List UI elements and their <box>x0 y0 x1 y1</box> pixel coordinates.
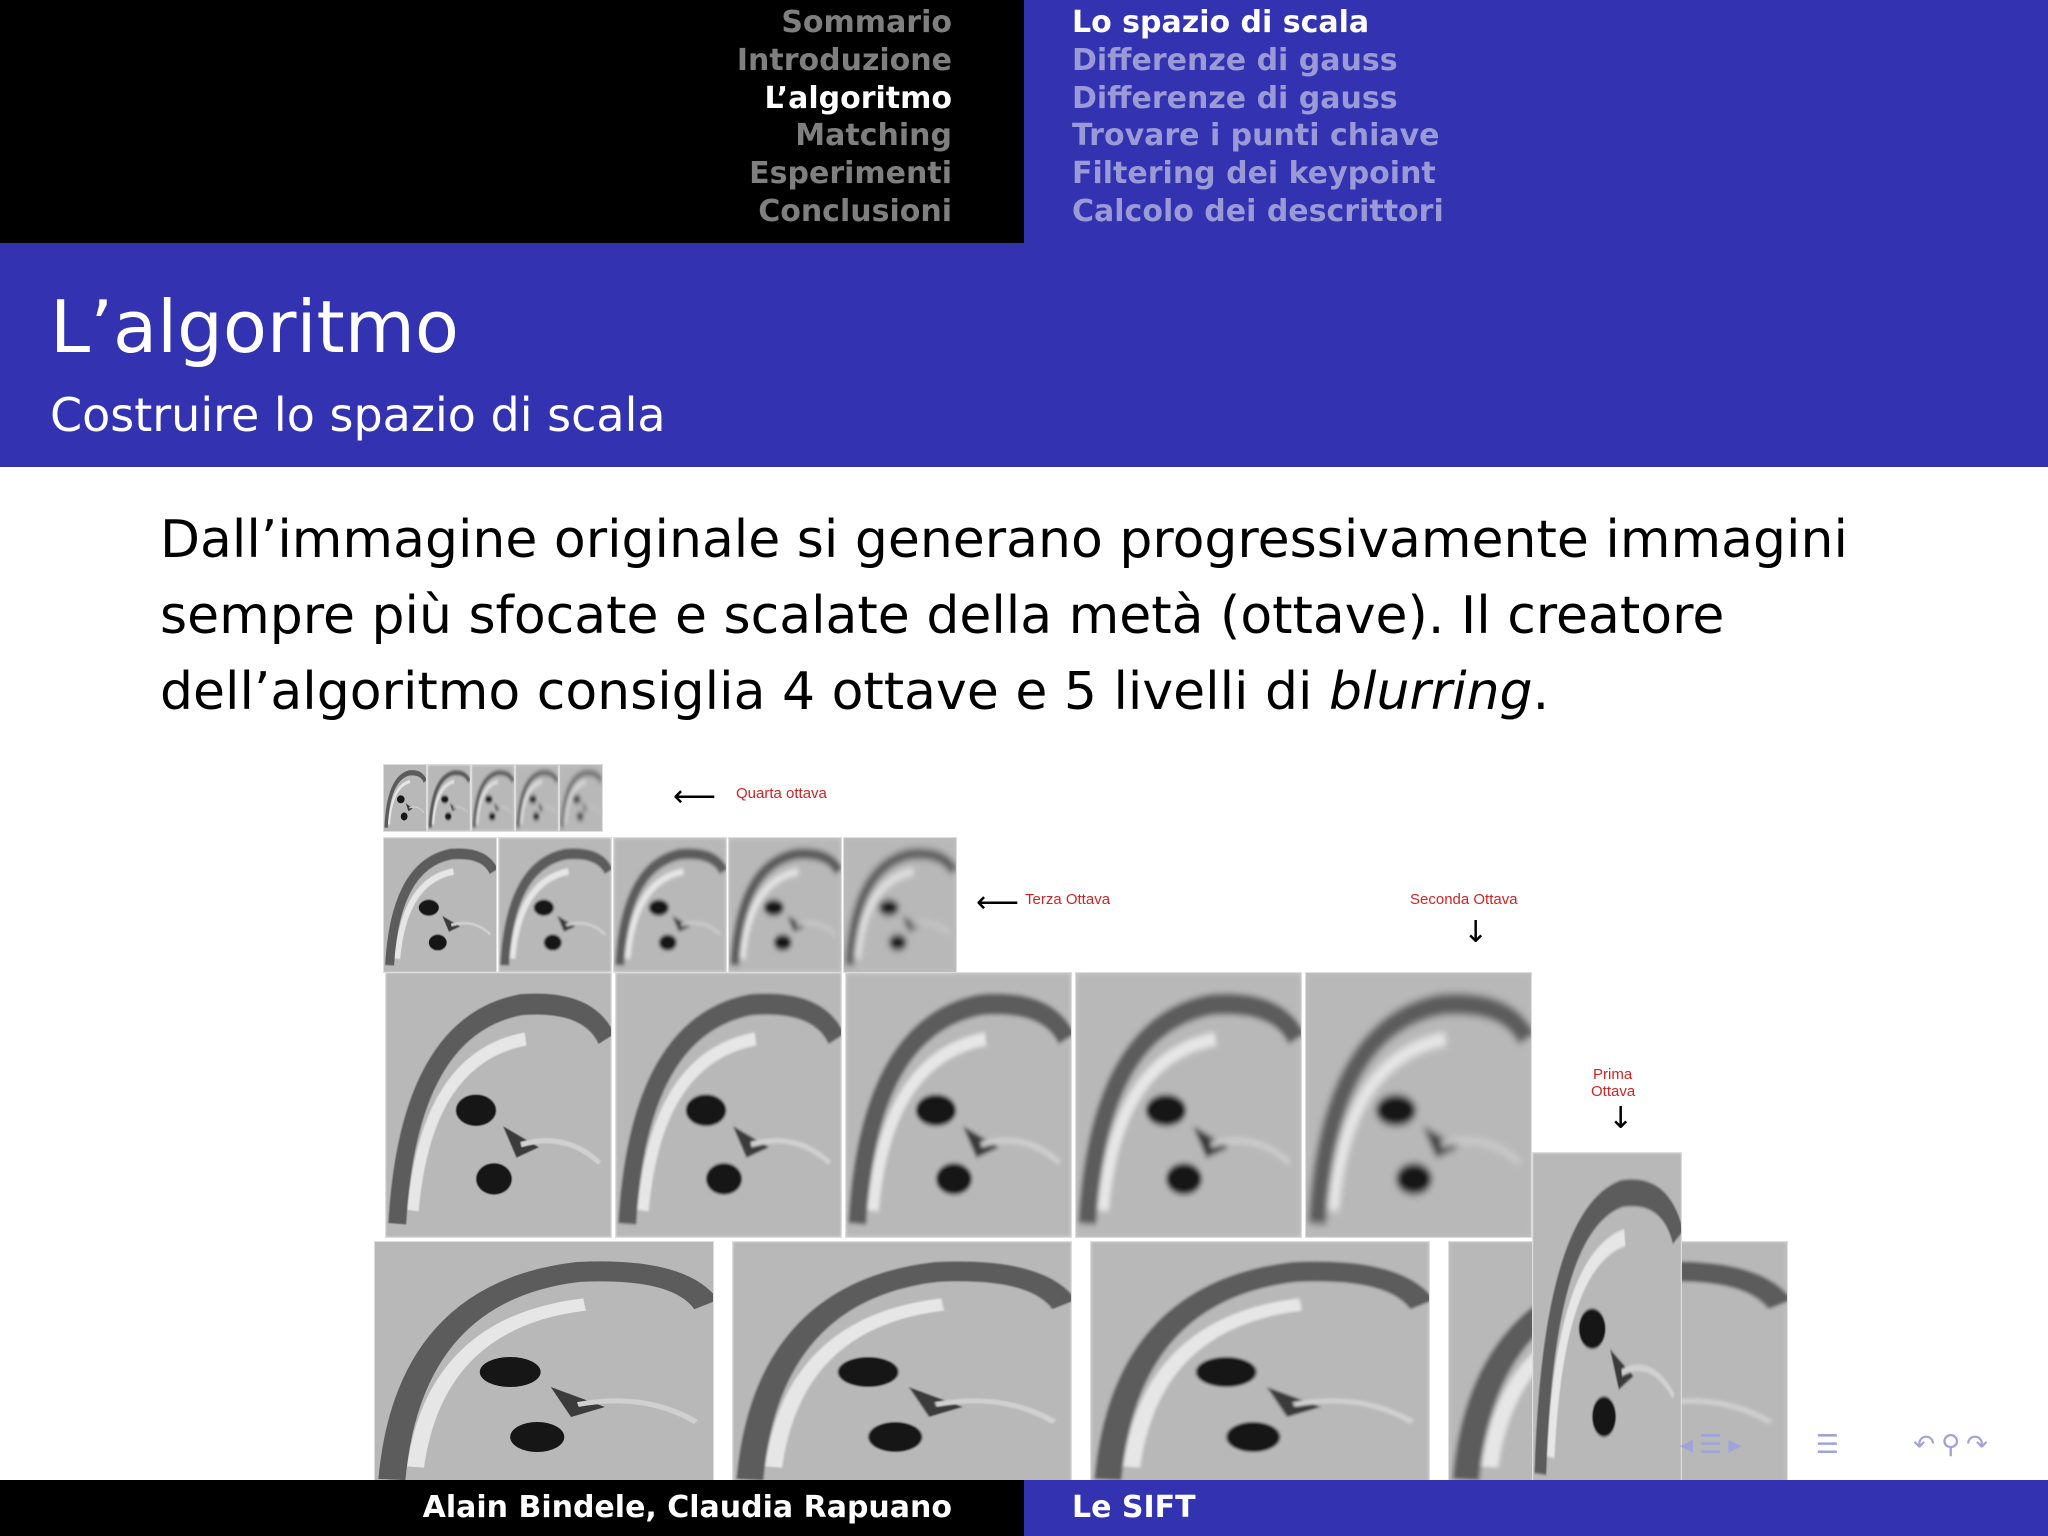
body-text-emphasis: blurring <box>1328 662 1533 722</box>
arrow-left-icon: ⟵ <box>673 779 717 814</box>
octave-image-tile <box>1075 972 1302 1238</box>
body-text-main: Dall’immagine originale si generano progressivamente immagini sempre più sfocate e scalate della metà (ottave). Il creatore dell’algoritmo consiglia 4 ottave e 5 livelli di <box>160 510 1848 722</box>
octave-image-tile <box>728 837 842 973</box>
octave-image-tile <box>471 764 515 832</box>
search-icon[interactable]: ⚲ <box>1941 1430 1961 1460</box>
octave-image-tile <box>383 764 427 832</box>
octave-image-tile <box>845 972 1072 1238</box>
nav-subsection-punti-chiave[interactable]: Trovare i punti chiave <box>1072 118 1440 154</box>
scale-space-figure <box>370 760 1690 1480</box>
nav-subsection-differenze-gauss-1[interactable]: Differenze di gauss <box>1072 42 1398 78</box>
frame-subtitle: Costruire lo spazio di scala <box>50 388 666 442</box>
octave-image-tile <box>615 972 842 1238</box>
nav-section-esperimenti[interactable]: Esperimenti <box>749 156 952 192</box>
nav-section-sommario[interactable]: Sommario <box>781 5 952 40</box>
nav-subsection-spazio-scala[interactable]: Lo spazio di scala <box>1072 5 1370 40</box>
octave-image-tile <box>498 837 612 973</box>
nav-section-icon[interactable]: ☰ <box>1699 1430 1723 1460</box>
undo-icon[interactable]: ↶ <box>1913 1430 1936 1460</box>
section-list <box>737 4 952 231</box>
arrow-down-icon: ↓ <box>1463 915 1489 950</box>
octave-image-tile <box>559 764 603 832</box>
nav-subsection-differenze-gauss-2[interactable]: Differenze di gauss <box>1072 80 1398 116</box>
subsection-navigation-panel <box>1024 0 2048 243</box>
redo-icon[interactable]: ↷ <box>1966 1430 1988 1460</box>
nav-next-icon[interactable]: ▸ <box>1728 1430 1742 1460</box>
section-navigation-panel <box>0 0 1024 243</box>
nav-section-conclusioni[interactable]: Conclusioni <box>758 193 952 229</box>
label-seconda-ottava: Seconda Ottava <box>1410 891 1518 908</box>
body-text-end: . <box>1532 662 1550 722</box>
beamer-navigation-controls <box>1680 1430 1994 1466</box>
octave-image-tile <box>1305 972 1532 1238</box>
octave-image-tile <box>515 764 559 832</box>
octave-image-tile <box>427 764 471 832</box>
nav-subsection-filtering[interactable]: Filtering dei keypoint <box>1072 156 1436 192</box>
arrow-left-icon: ⟵ <box>976 885 1020 920</box>
footer-authors: Alain Bindele, Claudia Rapuano <box>422 1490 952 1525</box>
body-paragraph <box>160 502 1950 730</box>
nav-section-algoritmo[interactable]: L’algoritmo <box>764 80 952 116</box>
octave-image-tile <box>613 837 727 973</box>
subsection-list <box>1072 4 1444 231</box>
frame-title: L’algoritmo <box>50 285 459 369</box>
nav-subsection-descrittori[interactable]: Calcolo dei descrittori <box>1072 193 1444 229</box>
octave-image-tile <box>732 1241 1072 1493</box>
header-navigation <box>0 0 2048 243</box>
octave-image-tile <box>843 837 957 973</box>
octave-image-tile <box>385 972 612 1238</box>
nav-section-introduzione[interactable]: Introduzione <box>736 42 952 78</box>
octave-image-tile <box>374 1241 714 1493</box>
label-terza-ottava: Terza Ottava <box>1025 891 1111 908</box>
frame-title-bar <box>0 243 2048 467</box>
octave-image-tile <box>1532 1152 1682 1492</box>
label-quarta-ottava: Quarta ottava <box>736 785 827 802</box>
nav-section-matching[interactable]: Matching <box>795 118 952 154</box>
octave-image-tile <box>383 837 497 973</box>
label-prima-ottava-line1: Prima <box>1593 1066 1633 1083</box>
nav-prev-icon[interactable]: ◂ <box>1680 1430 1694 1460</box>
footer-presentation-title: Le SIFT <box>1072 1490 1196 1525</box>
footer-bar <box>0 1480 2048 1536</box>
nav-list-icon[interactable]: ☰ <box>1815 1430 1840 1460</box>
arrow-down-icon: ↓ <box>1608 1101 1634 1136</box>
footer-left-panel <box>0 1480 1024 1536</box>
octave-image-tile <box>1090 1241 1430 1493</box>
label-prima-ottava-line2: Ottava <box>1591 1083 1636 1100</box>
footer-right-panel <box>1024 1480 2048 1536</box>
